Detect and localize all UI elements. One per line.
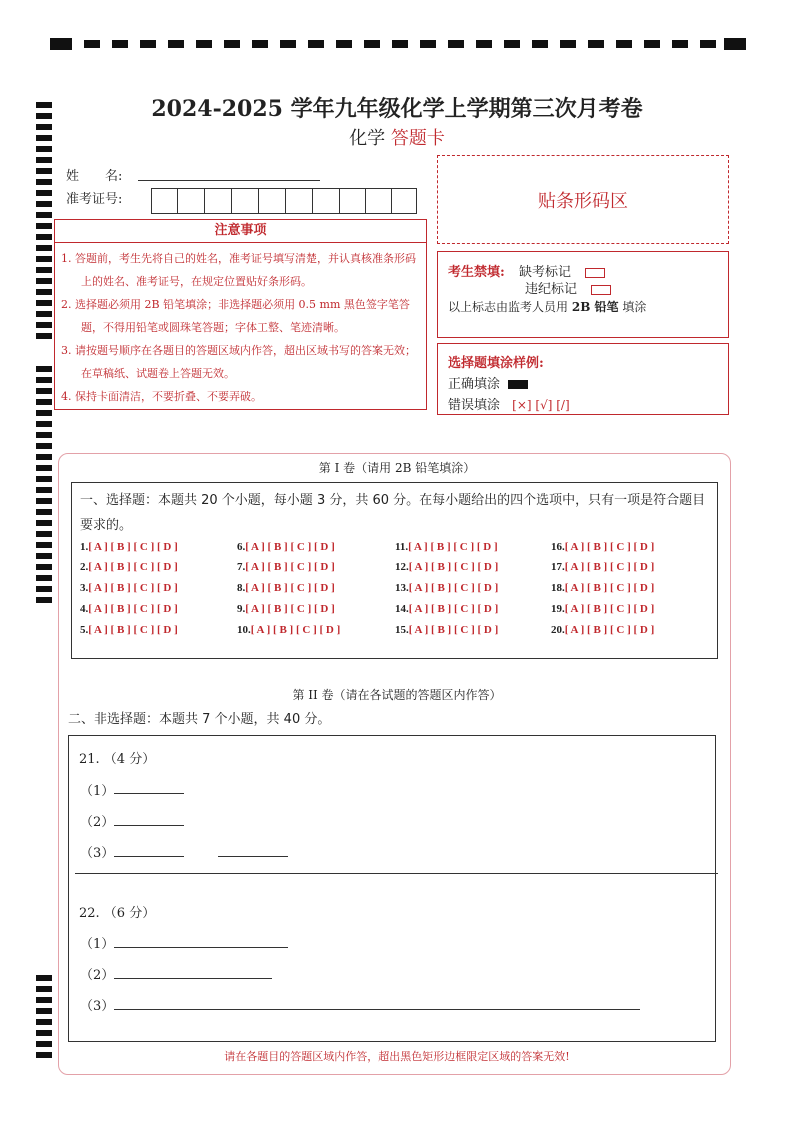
mcq-item-11[interactable]: 11.[ A ] [ B ] [ C ] [ D ]: [395, 541, 498, 553]
notice-item: 3. 请按题号顺序在各题目的答题区域内作答，超出区域书写的答案无效；在草稿纸、试题卷上答题无效。: [61, 344, 416, 380]
exam-ban-box: [437, 251, 729, 338]
part1-title: 第 I 卷（请用 2B 铅笔填涂）: [318, 461, 476, 475]
wrong-fill-samples: [×] [√] [/]: [512, 398, 570, 412]
q21-part3-blank-b[interactable]: [218, 856, 288, 857]
q21-part3-label: （3）: [80, 846, 115, 861]
mcq-item-8[interactable]: 8.[ A ] [ B ] [ C ] [ D ]: [237, 582, 335, 594]
q21-part2-label: （2）: [80, 815, 115, 830]
page-subtitle: [0, 124, 794, 150]
fill-example-title: 选择题填涂样例:: [448, 356, 544, 371]
timing-marks-top: [50, 38, 746, 50]
mcq-item-1[interactable]: 1.[ A ] [ B ] [ C ] [ D ]: [80, 541, 178, 553]
id-number-boxes[interactable]: [151, 188, 417, 214]
ban-note-pencil: 2B 铅笔: [571, 300, 619, 314]
exam-ban-label: 考生禁填:: [448, 265, 505, 280]
notice-item: 4. 保持卡面清洁，不要折叠、不要弄破。: [61, 390, 262, 403]
fill-example-box: [437, 343, 729, 415]
question-separator: [75, 873, 718, 874]
q21-label: 21. （4 分）: [79, 752, 156, 767]
footer-warning: 请在各题目的答题区域内作答，超出黑色矩形边框限定区域的答案无效!: [224, 1050, 570, 1063]
q22-part2-label: （2）: [80, 968, 115, 983]
q21-part1-label: （1）: [80, 784, 115, 799]
q22-part1-blank[interactable]: [114, 947, 288, 948]
part2-title: 第 II 卷（请在各试题的答题区内作答）: [292, 688, 502, 702]
q21-part1-blank[interactable]: [114, 793, 184, 794]
mcq-item-7[interactable]: 7.[ A ] [ B ] [ C ] [ D ]: [237, 561, 335, 573]
mcq-item-2[interactable]: 2.[ A ] [ B ] [ C ] [ D ]: [80, 561, 178, 573]
mcq-item-10[interactable]: 10.[ A ] [ B ] [ C ] [ D ]: [237, 624, 341, 636]
ban-note-end: 填涂: [622, 300, 647, 314]
name-label: 姓 名:: [66, 169, 123, 184]
q22-label: 22. （6 分）: [79, 906, 156, 921]
notice-item: 1. 答题前，考生先将自己的姓名，准考证号填写清楚，并认真核准条形码上的姓名、准考证号，在规定位置贴好条形码。: [61, 252, 416, 288]
notice-item: 2. 选择题必须用 2B 铅笔填涂；非选择题必须用 0.5 mm 黑色签字笔答题，不得用铅笔或圆珠笔答题；字体工整、笔迹清晰。: [61, 298, 410, 334]
mcq-item-18[interactable]: 18.[ A ] [ B ] [ C ] [ D ]: [551, 582, 655, 594]
mcq-item-16[interactable]: 16.[ A ] [ B ] [ C ] [ D ]: [551, 541, 655, 553]
barcode-label: 贴条形码区: [538, 190, 628, 212]
absent-mark[interactable]: [585, 268, 605, 278]
mcq-item-15[interactable]: 15.[ A ] [ B ] [ C ] [ D ]: [395, 624, 499, 636]
q22-part1-label: （1）: [80, 937, 115, 952]
notice-title: 注意事项: [55, 220, 426, 243]
name-field[interactable]: [138, 180, 320, 181]
q21-part3-blank-a[interactable]: [114, 856, 184, 857]
mcq-item-6[interactable]: 6.[ A ] [ B ] [ C ] [ D ]: [237, 541, 335, 553]
mcq-item-3[interactable]: 3.[ A ] [ B ] [ C ] [ D ]: [80, 582, 178, 594]
part2-instruction: 二、非选择题：本题共 7 个小题，共 40 分。: [68, 712, 331, 727]
mcq-instruction: 一、选择题：本题共 20 个小题，每小题 3 分，共 60 分。在每小题给出的四个选项中，只有一项是符合题目要求的。: [80, 493, 706, 533]
mcq-item-9[interactable]: 9.[ A ] [ B ] [ C ] [ D ]: [237, 603, 335, 615]
mcq-item-14[interactable]: 14.[ A ] [ B ] [ C ] [ D ]: [395, 603, 499, 615]
wrong-fill-label: 错误填涂: [448, 398, 501, 413]
violation-mark[interactable]: [591, 285, 611, 295]
q22-part2-blank[interactable]: [114, 978, 272, 979]
mcq-item-20[interactable]: 20.[ A ] [ B ] [ C ] [ D ]: [551, 624, 655, 636]
absent-label: 缺考标记: [518, 265, 571, 280]
id-label: 准考证号:: [66, 192, 123, 207]
q22-part3-label: （3）: [80, 999, 115, 1014]
page-title: 2024-2025 学年九年级化学上学期第三次月考卷: [151, 96, 643, 122]
subject-label: 化学: [349, 128, 386, 149]
answer-box: [68, 735, 716, 1042]
barcode-area: [437, 155, 729, 244]
violation-label: 违纪标记: [525, 282, 578, 297]
mcq-item-19[interactable]: 19.[ A ] [ B ] [ C ] [ D ]: [551, 603, 655, 615]
notice-box: [54, 219, 427, 410]
correct-fill-sample: [508, 380, 528, 389]
mcq-item-17[interactable]: 17.[ A ] [ B ] [ C ] [ D ]: [551, 561, 655, 573]
mcq-item-5[interactable]: 5.[ A ] [ B ] [ C ] [ D ]: [80, 624, 178, 636]
correct-fill-label: 正确填涂: [448, 377, 501, 392]
mcq-item-12[interactable]: 12.[ A ] [ B ] [ C ] [ D ]: [395, 561, 499, 573]
q21-part2-blank[interactable]: [114, 825, 184, 826]
mcq-item-4[interactable]: 4.[ A ] [ B ] [ C ] [ D ]: [80, 603, 178, 615]
ban-note: 以上标志由监考人员用: [448, 300, 569, 314]
answer-card-label: 答题卡: [390, 128, 445, 149]
q22-part3-blank[interactable]: [114, 1009, 640, 1010]
mcq-item-13[interactable]: 13.[ A ] [ B ] [ C ] [ D ]: [395, 582, 499, 594]
